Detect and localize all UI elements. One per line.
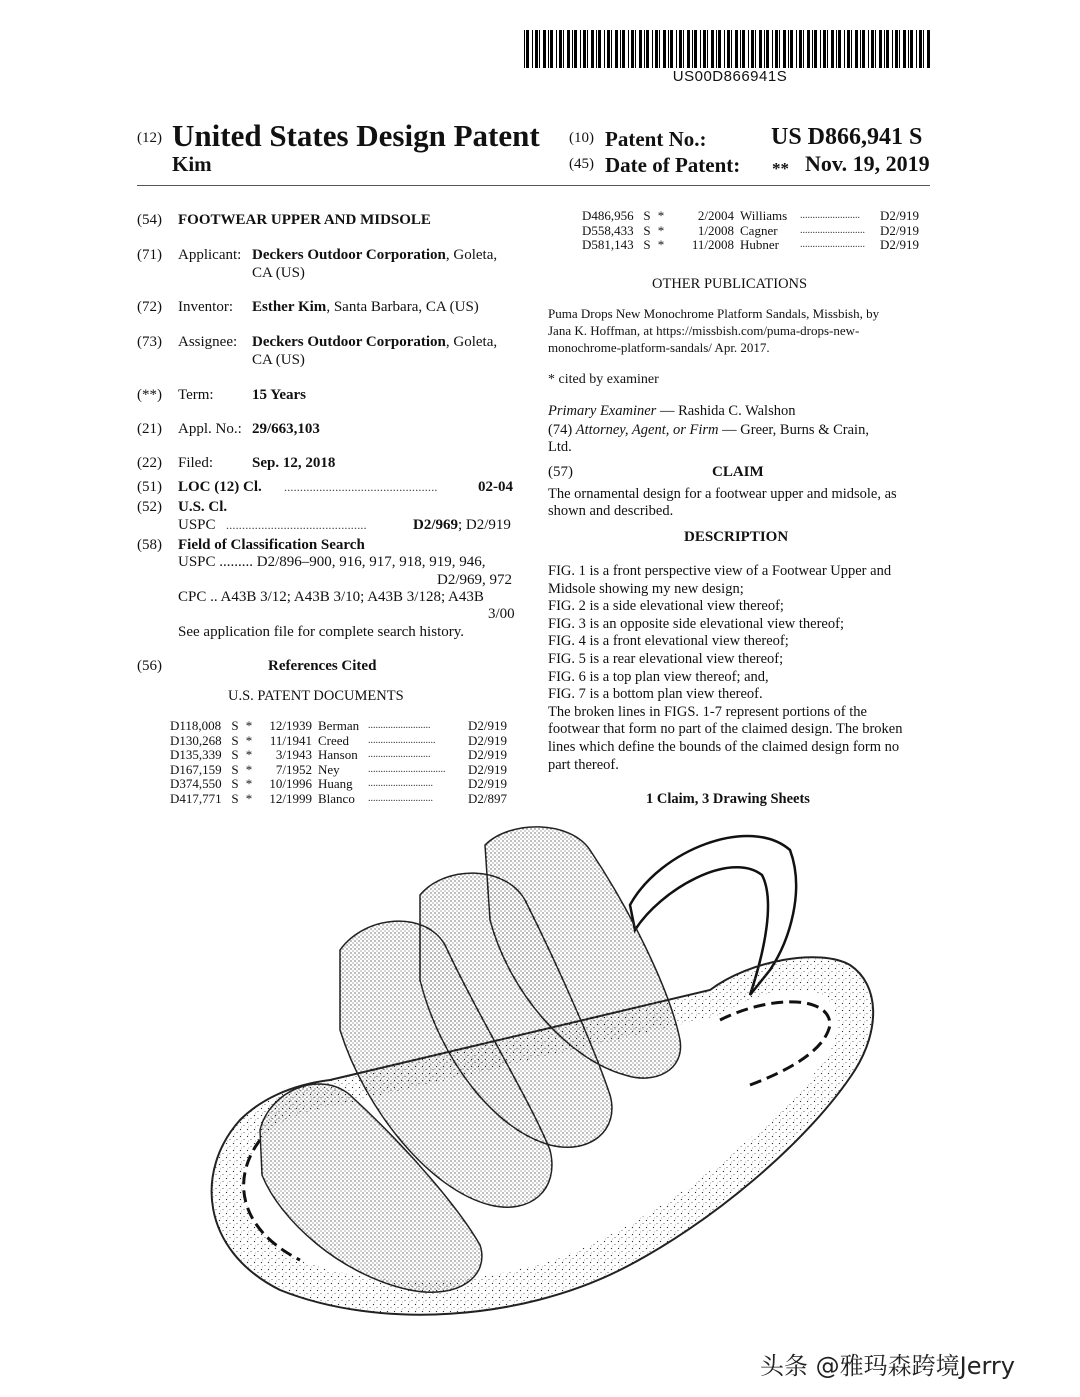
applicant-line1: Deckers Outdoor Corporation, Goleta,: [252, 247, 498, 263]
reference-row: [170, 792, 520, 807]
field-cpc-line1: CPC .. A43B 3/12; A43B 3/10; A43B 3/128; A43B: [178, 589, 484, 605]
reference-cls: D2/897: [468, 790, 507, 806]
reference-kind: S: [231, 747, 239, 763]
document-title: United States Design Patent: [172, 118, 540, 153]
reference-num: D558,433: [582, 222, 634, 238]
loc-label: LOC (12) Cl.: [178, 479, 262, 495]
reference-num: D417,771: [170, 790, 222, 806]
reference-name: Cagner: [740, 222, 778, 238]
reference-date: 10/1996: [269, 776, 312, 792]
reference-kind: S: [231, 790, 239, 806]
description-line: Midsole showing my new design;: [548, 580, 744, 597]
applicant-label: Applicant:: [178, 247, 242, 263]
reference-cls: D2/919: [468, 718, 507, 733]
field-uspc-line1: USPC ......... D2/896–900, 916, 917, 918, 919, 946,: [178, 554, 486, 570]
reference-kind: S: [643, 208, 651, 223]
header-divider: [137, 185, 930, 186]
code-term: (**): [137, 387, 162, 403]
reference-row: [582, 209, 932, 224]
reference-name: Berman: [318, 718, 360, 733]
reference-row: [170, 719, 520, 734]
description-line: FIG. 5 is a rear elevational view thereof;: [548, 650, 784, 667]
code-22: (22): [137, 455, 162, 471]
reference-dots: .........................: [368, 720, 431, 731]
patent-number: US D866,941 S: [771, 124, 923, 150]
publication-line2: Jana K. Hoffman, at https://missbish.com/puma-drops-new-: [548, 323, 860, 338]
reference-star: *: [245, 747, 253, 763]
date-label: Date of Patent:: [605, 153, 741, 177]
code-56: (56): [137, 658, 162, 674]
field-see-history: See application file for complete search history.: [178, 624, 465, 640]
claims-sheets-count: 1 Claim, 3 Drawing Sheets: [646, 791, 810, 807]
code-52: (52): [137, 499, 162, 515]
reference-name: Blanco: [318, 790, 355, 806]
description-line: FIG. 7 is a bottom plan view thereof.: [548, 686, 763, 703]
description-line: FIG. 2 is a side elevational view thereof;: [548, 598, 784, 615]
reference-date: 11/2008: [691, 237, 734, 253]
reference-cls: D2/919: [468, 761, 507, 777]
reference-dots: ..........................: [800, 224, 865, 236]
reference-kind: S: [643, 222, 651, 238]
us-cl-label: U.S. Cl.: [178, 499, 228, 515]
references-heading: References Cited: [268, 658, 377, 674]
code-71: (71): [137, 247, 162, 263]
barcode-image: [524, 30, 932, 68]
claim-heading: CLAIM: [712, 464, 764, 480]
reference-star: *: [657, 208, 665, 223]
reference-kind: S: [231, 732, 239, 748]
reference-num: D374,550: [170, 776, 222, 792]
appl-no-value: 29/663,103: [252, 421, 320, 437]
sandal-drawing: [190, 820, 930, 1330]
assignee-label: Assignee:: [178, 334, 238, 350]
code-45: (45): [569, 156, 594, 172]
description-line: FIG. 6 is a top plan view thereof; and,: [548, 668, 769, 685]
reference-name: Huang: [318, 776, 353, 792]
code-12: (12): [137, 130, 162, 146]
code-73: (73): [137, 334, 162, 350]
patent-title: FOOTWEAR UPPER AND MIDSOLE: [178, 212, 431, 228]
code-10: (10): [569, 130, 594, 146]
watermark-text: 头条 @雅玛森跨境Jerry: [760, 1352, 1015, 1380]
reference-num: D167,159: [170, 761, 222, 777]
reference-kind: S: [643, 237, 651, 253]
description-line: FIG. 3 is an opposite side elevational view thereof;: [548, 615, 844, 632]
code-21: (21): [137, 421, 162, 437]
reference-num: D130,268: [170, 732, 222, 748]
reference-cls: D2/919: [468, 747, 507, 763]
reference-row: [170, 763, 520, 778]
reference-num: D118,008: [170, 718, 222, 733]
right-references-list: [582, 209, 932, 253]
reference-name: Hubner: [740, 237, 779, 253]
primary-examiner: Primary Examiner — Rashida C. Walshon: [548, 403, 796, 419]
filed-value: Sep. 12, 2018: [252, 455, 336, 471]
term-value: 15 Years: [252, 387, 307, 403]
description-line: FIG. 1 is a front perspective view of a Footwear Upper and: [548, 563, 892, 579]
reference-name: Ney: [318, 761, 340, 777]
reference-dots: ..........................: [368, 792, 433, 804]
claim-line2: shown and described.: [548, 503, 674, 519]
attorney-line1: (74) Attorney, Agent, or Firm — Greer, Burns & Crain,: [548, 422, 869, 438]
inventor-short: Kim: [172, 152, 212, 176]
reference-dots: .........................: [368, 749, 431, 761]
reference-cls: D2/919: [468, 732, 507, 748]
reference-date: 12/1999: [269, 790, 312, 806]
reference-date: 12/1939: [269, 718, 312, 733]
term-label: Term:: [178, 387, 214, 403]
reference-kind: S: [231, 718, 239, 733]
reference-name: Creed: [318, 732, 350, 748]
barcode-number: US00D866941S: [672, 68, 788, 85]
reference-num: D581,143: [582, 237, 634, 253]
reference-cls: D2/919: [880, 208, 919, 223]
code-57: (57): [548, 464, 573, 480]
code-58: (58): [137, 537, 162, 553]
reference-kind: S: [231, 776, 239, 792]
assignee-line1: Deckers Outdoor Corporation, Goleta,: [252, 334, 498, 350]
reference-name: Hanson: [318, 747, 358, 763]
field-uspc-line2: D2/969, 972: [437, 572, 512, 588]
reference-date: 1/2008: [697, 222, 734, 238]
left-references-list: [170, 719, 520, 807]
reference-date: 11/1941: [269, 732, 312, 748]
publication-line1: Puma Drops New Monochrome Platform Sandals, Missbish, by: [548, 306, 880, 321]
reference-star: *: [245, 732, 253, 748]
date-stars: **: [772, 159, 789, 178]
reference-cls: D2/919: [880, 237, 919, 253]
reference-num: D486,956: [582, 208, 634, 223]
reference-star: *: [657, 237, 665, 253]
patent-no-label: Patent No.:: [605, 127, 707, 151]
assignee-line2: CA (US): [252, 352, 305, 368]
publication-line3: monochrome-platform-sandals/ Apr. 2017.: [548, 340, 770, 355]
loc-dots: ................................................: [284, 480, 438, 494]
code-51: (51): [137, 479, 162, 495]
reference-star: *: [245, 718, 253, 733]
reference-row: [170, 777, 520, 792]
loc-value: 02-04: [478, 479, 513, 495]
reference-cls: D2/919: [880, 222, 919, 238]
description-text: [548, 563, 902, 774]
us-patent-docs-heading: U.S. PATENT DOCUMENTS: [228, 688, 404, 704]
description-line: footwear that form no part of the claimed design. The broken: [548, 721, 903, 738]
us-cl-dots: ............................................: [226, 518, 367, 532]
patent-date: Nov. 19, 2019: [805, 151, 930, 176]
reference-dots: ..........................: [368, 778, 433, 790]
reference-date: 2/2004: [697, 208, 734, 223]
reference-star: *: [245, 776, 253, 792]
reference-dots: ..........................: [800, 239, 865, 251]
code-54: (54): [137, 212, 162, 228]
reference-dots: ...............................: [368, 763, 446, 775]
reference-kind: S: [231, 761, 239, 777]
reference-star: *: [245, 761, 253, 777]
field-cpc-line2: 3/00: [488, 606, 515, 622]
description-line: The broken lines in FIGS. 1-7 represent portions of the: [548, 703, 867, 720]
reference-dots: ........................: [800, 210, 860, 221]
reference-row: [582, 238, 932, 253]
field-search-label: Field of Classification Search: [178, 537, 365, 553]
attorney-line2: Ltd.: [548, 439, 572, 455]
us-cl-value: D2/969; D2/919: [413, 517, 511, 533]
code-72: (72): [137, 299, 162, 315]
reference-date: 7/1952: [275, 761, 312, 777]
reference-dots: ...........................: [368, 734, 436, 746]
applicant-line2: CA (US): [252, 265, 305, 281]
us-cl-uspc: USPC: [178, 517, 216, 533]
description-line: part thereof.: [548, 756, 619, 773]
inventor-value: Esther Kim, Santa Barbara, CA (US): [252, 299, 479, 315]
description-heading: DESCRIPTION: [684, 529, 789, 545]
reference-star: *: [657, 222, 665, 238]
reference-row: [582, 224, 932, 239]
cited-by-examiner: * cited by examiner: [548, 372, 659, 387]
reference-row: [170, 734, 520, 749]
inventor-label: Inventor:: [178, 299, 233, 315]
claim-line1: The ornamental design for a footwear upper and midsole, as: [548, 486, 897, 502]
filed-label: Filed:: [178, 455, 214, 471]
reference-date: 3/1943: [275, 747, 312, 763]
other-publications-heading: OTHER PUBLICATIONS: [652, 276, 808, 292]
description-line: lines which define the bounds of the claimed design form no: [548, 738, 900, 755]
reference-star: *: [245, 790, 253, 806]
appl-no-label: Appl. No.:: [178, 421, 242, 437]
reference-row: [170, 748, 520, 763]
reference-name: Williams: [740, 208, 788, 223]
reference-cls: D2/919: [468, 776, 507, 792]
description-line: FIG. 4 is a front elevational view thereof;: [548, 633, 789, 650]
reference-num: D135,339: [170, 747, 222, 763]
